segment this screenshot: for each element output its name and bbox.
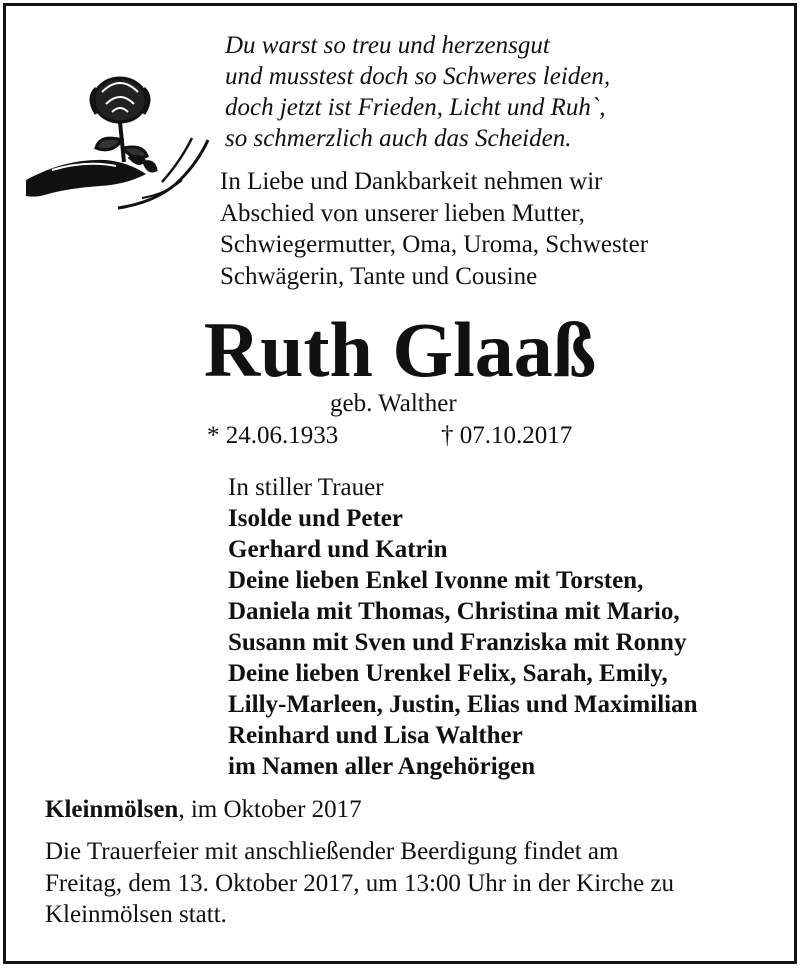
funeral-line: Kleinmölsen statt. <box>45 901 227 928</box>
mourner-line: Lilly-Marleen, Justin, Elias und Maximilian <box>228 691 698 718</box>
funeral-line: Die Trauerfeier mit anschließender Beerdigung findet am <box>45 838 619 865</box>
funeral-notice <box>45 836 765 931</box>
rose-in-hands-icon <box>22 62 218 212</box>
place-month: , im Oktober 2017 <box>178 796 362 823</box>
mourner-line: im Namen aller Angehörigen <box>228 753 536 780</box>
mourner-line: Susann mit Sven und Franziska mit Ronny <box>228 629 687 656</box>
mourners-list <box>228 472 698 782</box>
intro-line: Schwiegermutter, Oma, Uroma, Schwester <box>220 231 649 258</box>
mourner-line: Reinhard und Lisa Walther <box>228 722 523 749</box>
mourner-line: Deine lieben Enkel Ivonne mit Torsten, <box>228 567 644 594</box>
birth-name: geb. Walther <box>330 390 457 417</box>
mourners-label: In stiller Trauer <box>228 474 384 501</box>
poem-line: und musstest doch so Schweres leiden, <box>225 63 611 90</box>
mourner-line: Isolde und Peter <box>228 505 403 532</box>
place-town: Kleinmölsen <box>45 796 179 823</box>
deceased-name: Ruth Glaaß <box>203 306 597 393</box>
intro-line: Schwägerin, Tante und Cousine <box>220 262 538 290</box>
death-date: † 07.10.2017 <box>441 422 573 449</box>
poem-line: Du warst so treu und herzensgut <box>225 32 550 59</box>
poem <box>225 30 610 154</box>
mourner-line: Gerhard und Katrin <box>228 536 448 563</box>
birth-date: * 24.06.1933 <box>207 422 339 449</box>
intro-text <box>220 166 648 292</box>
place-date <box>45 796 362 824</box>
mourner-line: Daniela mit Thomas, Christina mit Mario, <box>228 598 680 625</box>
intro-line: Abschied von unserer lieben Mutter, <box>220 199 585 227</box>
funeral-line: Freitag, dem 13. Oktober 2017, um 13:00 Uhr in der Kirche zu <box>45 869 675 897</box>
mourner-line: Deine lieben Urenkel Felix, Sarah, Emily, <box>228 660 668 687</box>
poem-line: so schmerzlich auch das Scheiden. <box>225 125 572 152</box>
intro-line: In Liebe und Dankbarkeit nehmen wir <box>220 168 603 195</box>
poem-line: doch jetzt ist Frieden, Licht und Ruh`, <box>225 94 606 121</box>
